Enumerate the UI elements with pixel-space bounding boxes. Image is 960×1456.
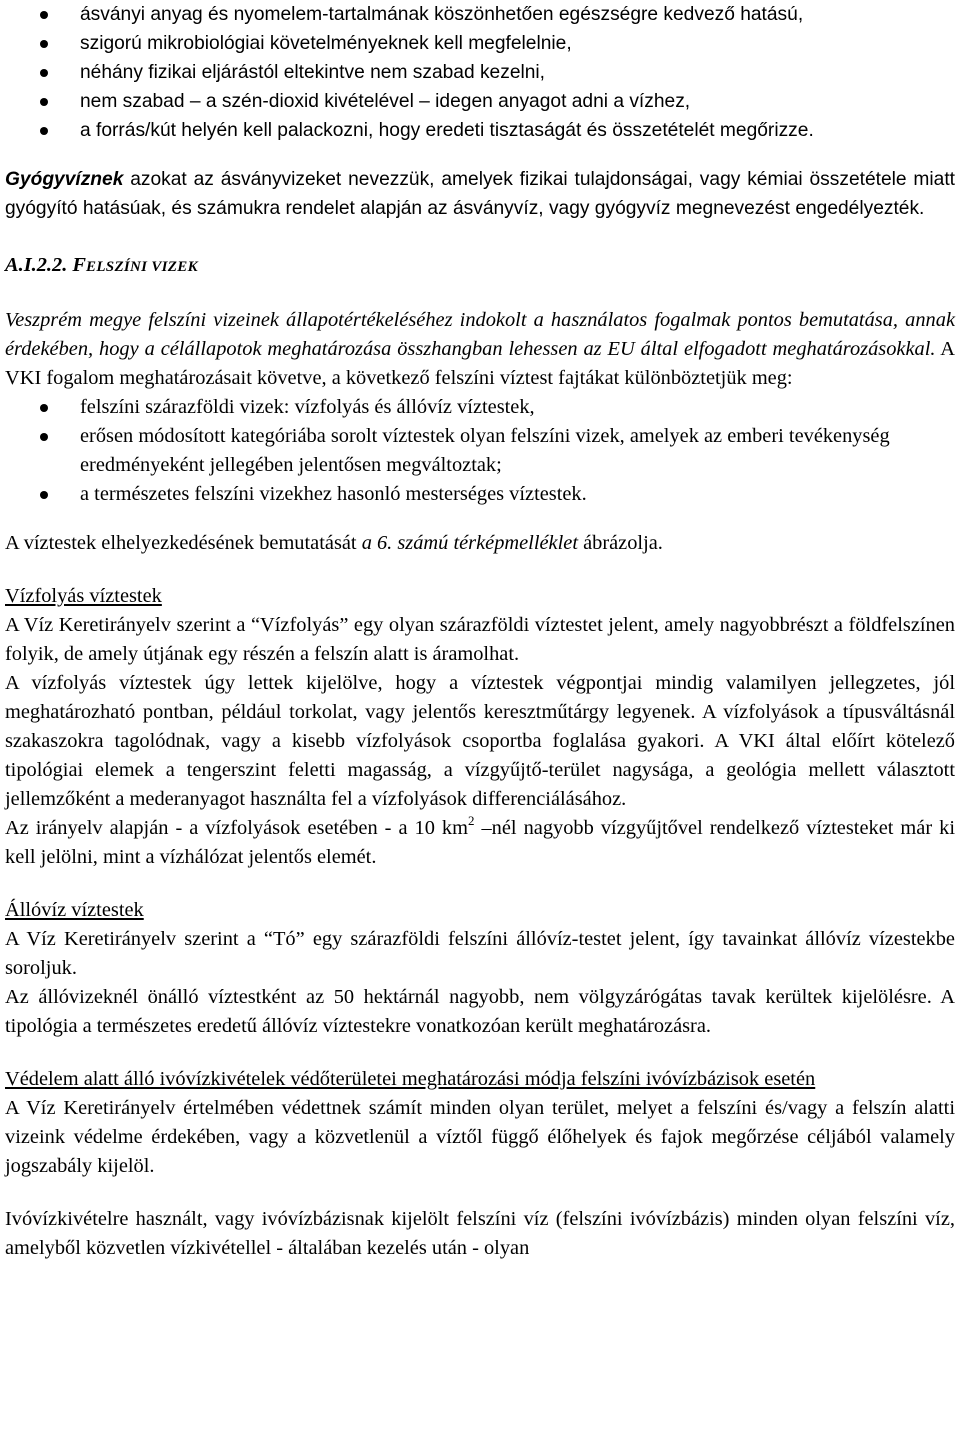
bullet-icon (40, 40, 48, 48)
vizfolyas-paragraph-3: Az irányelv alapján - a vízfolyások esetében - a 10 $km^2$ –nél nagyobb vízgyűjtővel rendelkező víztesteket már ki kell jelölni, mint a vízhálózat jelentős elemét. (5, 813, 955, 868)
bullet-icon (40, 127, 48, 135)
bullet-icon (40, 69, 48, 77)
list-item: a természetes felszíni vizekhez hasonló mesterséges víztestek. (5, 480, 955, 509)
vedelem-heading: Védelem alatt álló ivóvízkivételek védőterületei meghatározási módja felszíni ivóvízbázisok esetén (5, 1068, 816, 1090)
allovíz-paragraph-2: Az állóvizeknél önálló víztestként az 50 hektárnál nagyobb, nem völgyzárógátas tavak kerültek kijelölésre. A tipológia a természetes eredetű állóvíz víztestekre vonatkozóan került meghatározásra. (5, 986, 955, 1037)
bullet-icon (40, 404, 48, 412)
gyogyviz-definition: Gyógyvíznek azokat az ásványvizeket nevezzük, amelyek fizikai tulajdonságai, vagy kémiai összetétele miatt gyógyító hatásúak, és számukra rendelet alapján az ásványvíz, vagy gyógyvíz megnevezést engedélyezték. (5, 169, 955, 219)
list-item: a forrás/kút helyén kell palackozni, hogy eredeti tisztaságát és összetételét megőrizze. (5, 116, 955, 145)
bullet-icon (40, 11, 48, 19)
document-page (5, 0, 955, 1263)
bullet-icon (40, 491, 48, 499)
list-item: néhány fizikai eljárástól eltekintve nem szabad kezelni, (5, 58, 955, 87)
list-item: szigorú mikrobiológiai követelményeknek kell megfelelnie, (5, 29, 955, 58)
surface-water-types-list (5, 393, 955, 509)
vizfolyas-paragraph-1: A Víz Keretirányelv szerint a “Vízfolyás” egy olyan szárazföldi víztestet jelent, amely nagyobbrészt a földfelszínen folyik, de amely útjának egy részén a felszín alatt is áramolhat. (5, 614, 955, 665)
ivovizbazis-paragraph: Ivóvízkivételre használt, vagy ivóvízbázisnak kijelölt felszíni víz (felszíni ivóvízbázis) minden olyan felszíni víz, amelyből közvetlen vízkivétellel - általában kezelés után - olyan (5, 1208, 955, 1259)
list-item: erősen módosított kategóriába sorolt víztestek olyan felszíni vizek, amelyek az emberi tevékenység eredményeként jellegében jelentősen megváltoztak; (5, 422, 955, 480)
location-paragraph: A víztestek elhelyezkedésének bemutatását a 6. számú térképmelléklet ábrázolja. (5, 532, 663, 554)
vizfolyas-heading: Vízfolyás víztestek (5, 585, 162, 607)
section-heading: A.I.2.2. FELSZÍNI VIZEK (5, 254, 198, 276)
list-item: felszíni szárazföldi vizek: vízfolyás és állóvíz víztestek, (5, 393, 955, 422)
allovíz-paragraph-1: A Víz Keretirányelv szerint a “Tó” egy szárazföldi felszíni állóvíz-testet jelent, így tavainkat állóvíz vízestekbe soroljuk. (5, 928, 955, 979)
gyogyviz-term: Gyógyvíznek (5, 169, 124, 190)
allovíz-heading: Állóvíz víztestek (5, 899, 144, 921)
bullet-icon (40, 433, 48, 441)
list-item: nem szabad – a szén-dioxid kivételével – idegen anyagot adni a vízhez, (5, 87, 955, 116)
vizfolyas-paragraph-2: A vízfolyás víztestek úgy lettek kijelölve, hogy a víztestek végpontjai mindig valamilyen jellegzetes, jól meghatározható pontban, például torkolat, vagy jelentős keresztműtárgy legyenek. A vízfolyások a típusváltásnál szakaszokra tagolódnak, vagy a kisebb vízfolyások csoportba foglalása gyakori. A VKI által előírt kötelező tipológiai elemek a tengerszint feletti magasság, a vízgyűjtő-terület nagysága, a geológia mellett választott jellemzőként a mederanyagot használta fel a vízfolyások differenciálásához. (5, 672, 955, 810)
vedelem-paragraph-1: A Víz Keretirányelv értelmében védettnek számít minden olyan terület, melyet a felszíni és/vagy a felszín alatti vizeink védelme érdekében, vagy a közvetlenül a víztől függő élőhelyek és fajok megőrzése céljából valamely jogszabály kijelöl. (5, 1097, 955, 1177)
section-intro: Veszprém megye felszíni vizeinek állapotértékeléséhez indokolt a használatos fogalmak pontos bemutatása, annak érdekében, hogy a célállapotok meghatározása összhangban lehessen az EU által elfogadott meghatározásokkal. A VKI fogalom meghatározásait követve, a következő felszíni víztest fajtákat különböztetjük meg: (5, 309, 955, 389)
mineral-water-requirements-list (5, 0, 955, 145)
map-reference: a 6. számú térképmelléklet (361, 532, 578, 554)
bullet-icon (40, 98, 48, 106)
list-item: ásványi anyag és nyomelem-tartalmának köszönhetően egészségre kedvező hatású, (5, 0, 955, 29)
